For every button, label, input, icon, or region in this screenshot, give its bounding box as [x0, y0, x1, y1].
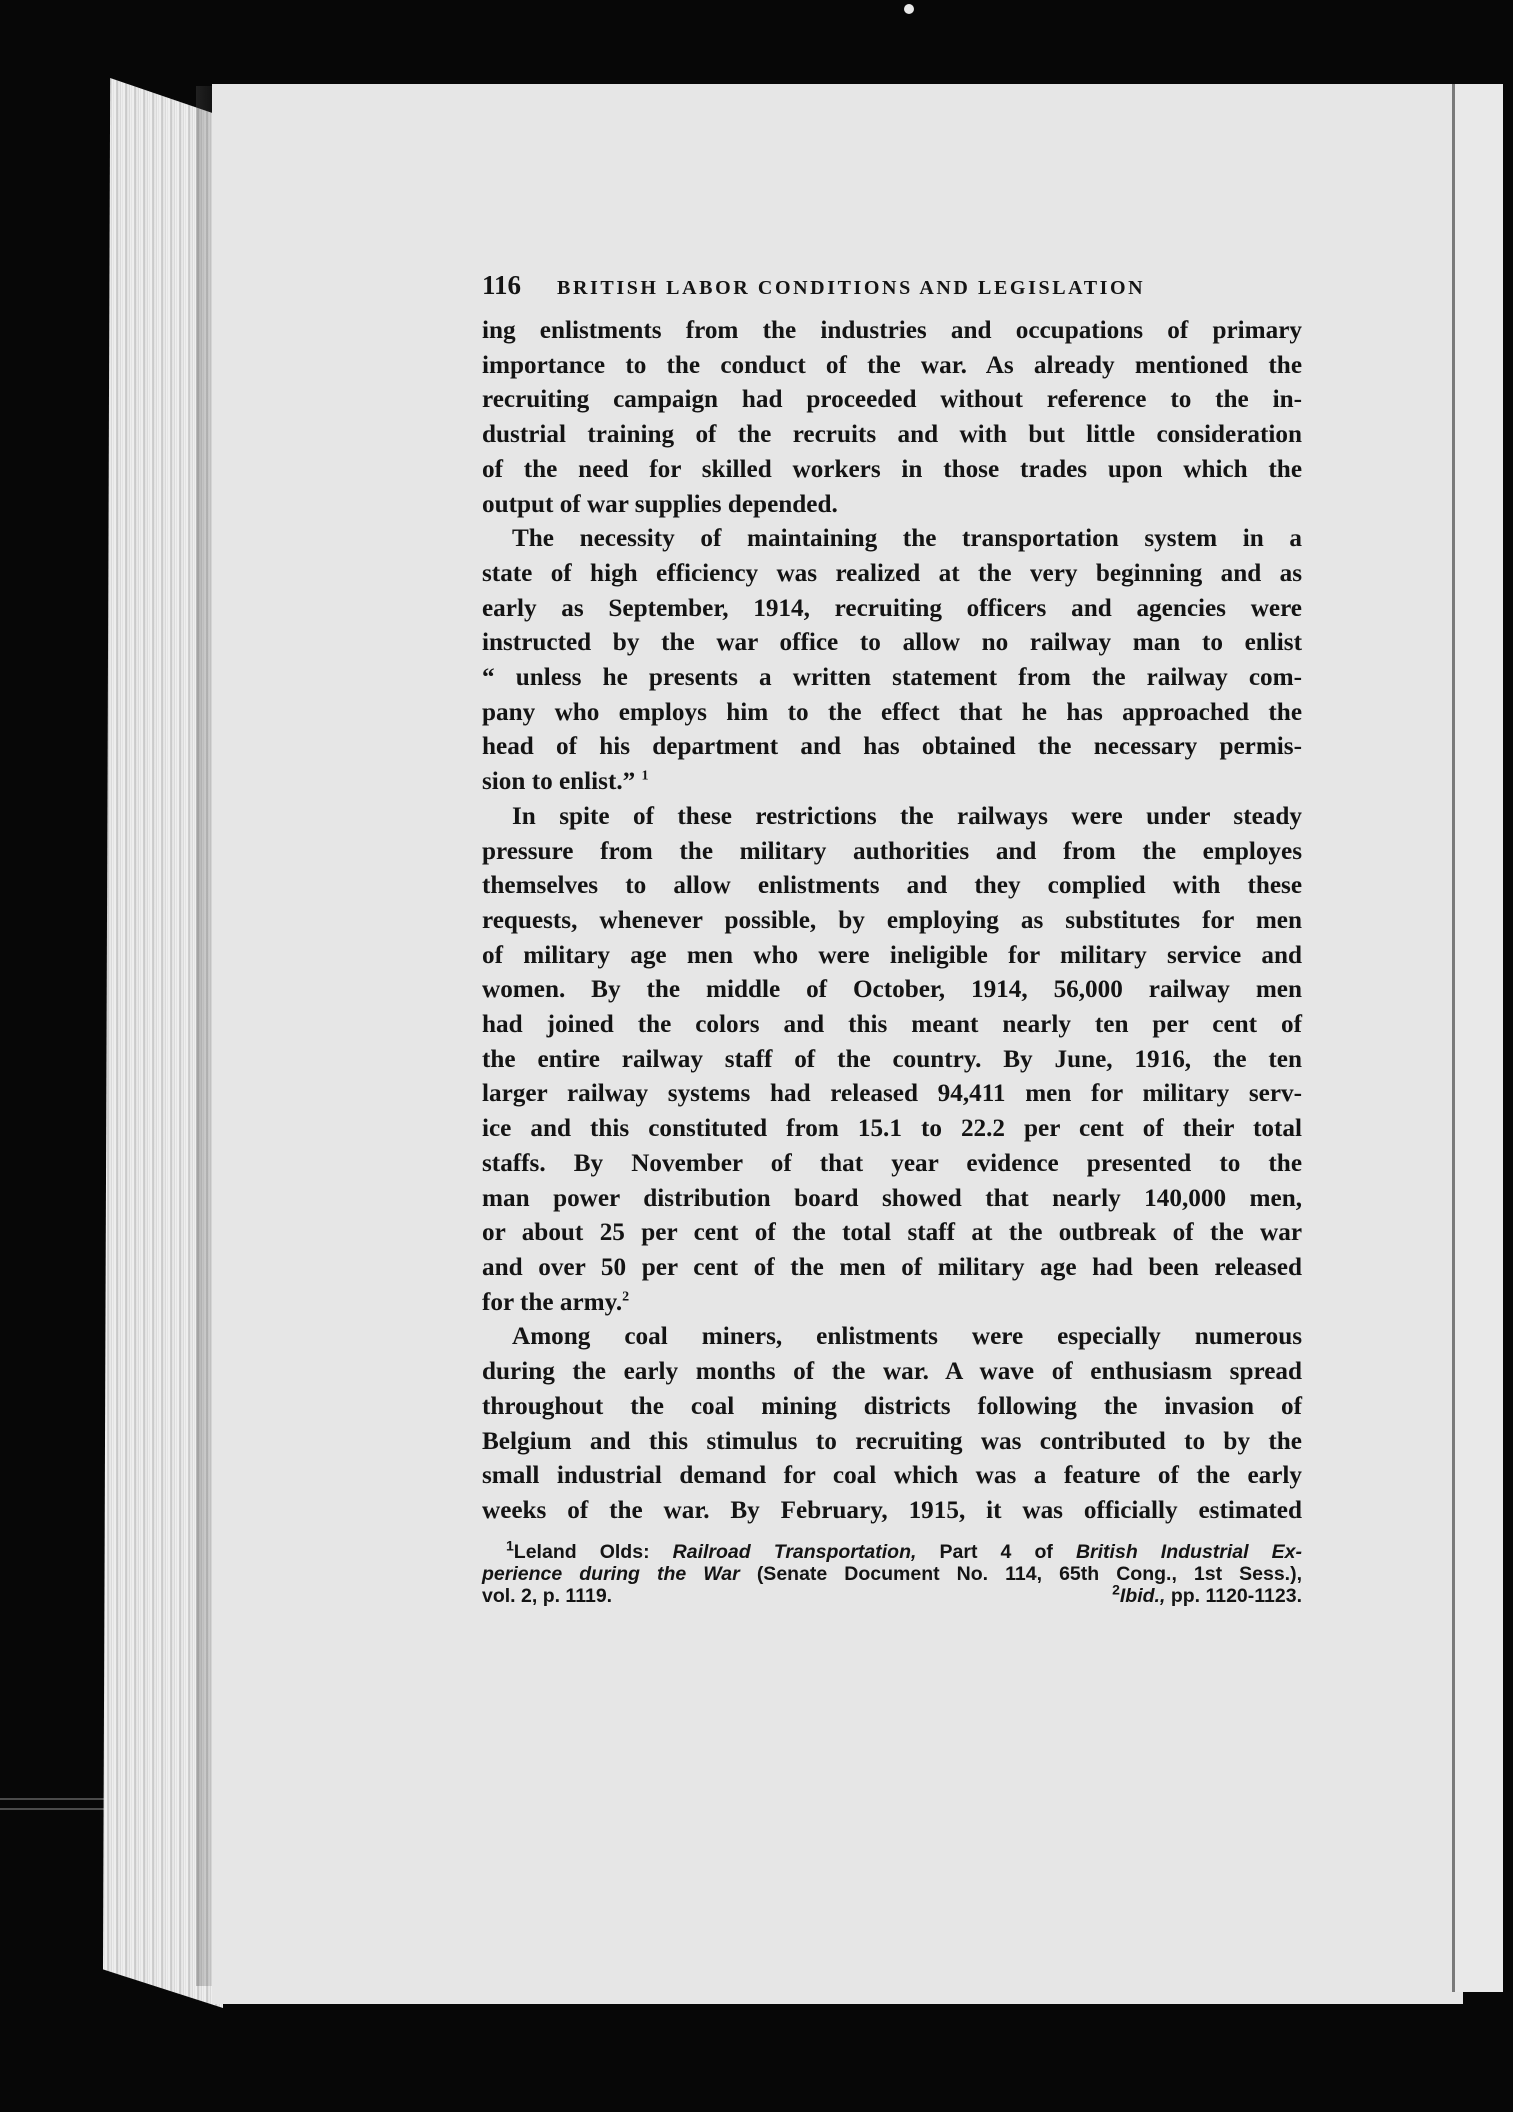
text-line: and over 50 per cent of the men of military age had been released [482, 1253, 1302, 1281]
text-line: during the early months of the war. A wave of enthusiasm spread [482, 1358, 1302, 1386]
footnote-reference: 2 [622, 1289, 630, 1305]
page-header [482, 270, 1302, 310]
footnote-series: perience during the War [482, 1562, 740, 1585]
text-line: instructed by the war office to allow no railway man to enlist [482, 629, 1302, 657]
footnote-1-line-2 [482, 1563, 1302, 1585]
text-line: output of war supplies depended. [482, 490, 838, 518]
text-line: larger railway systems had released 94,411 men for military serv- [482, 1080, 1302, 1108]
footnote-last-line [482, 1581, 1302, 1607]
footnotes [482, 1537, 1303, 1607]
text-line: themselves to allow enlistments and they complied with these [482, 872, 1302, 900]
footnote-reference: 1 [641, 768, 649, 784]
text-line: of the need for skilled workers in those trades upon which the [482, 455, 1302, 483]
text-line: man power distribution board showed that nearly 140,000 men, [482, 1184, 1302, 1212]
footnote-series: British Industrial Ex- [1075, 1540, 1302, 1563]
text-line: requests, whenever possible, by employing as substitutes for men [482, 906, 1302, 934]
text-line: Among coal miners, enlistments were especially numerous [512, 1323, 1302, 1351]
running-head: BRITISH LABOR CONDITIONS AND LEGISLATION [557, 277, 1146, 299]
text-line: weeks of the war. By February, 1915, it was officially estimated [482, 1496, 1302, 1524]
text-line: ing enlistments from the industries and occupations of primary [482, 317, 1302, 344]
text-line: recruiting campaign had proceeded without reference to the in- [482, 386, 1302, 414]
text-line-content: for the army. [482, 1288, 623, 1316]
footnote-text: (Senate Document No. 114, 65th Cong., 1st Sess.), [756, 1562, 1303, 1585]
text-line: the entire railway staff of the country. By June, 1916, the ten [482, 1045, 1302, 1073]
footnote-text: Part 4 of [939, 1540, 1053, 1563]
footnote-text: vol. 2, p. 1119. [482, 1584, 613, 1607]
footnote-author: Leland Olds: [513, 1540, 650, 1563]
text-line: of military age men who were ineligible for military service and [482, 941, 1302, 969]
text-line [482, 1286, 1302, 1321]
text-line: state of high efficiency was realized at the very beginning and as [482, 559, 1302, 587]
text-line: small industrial demand for coal which was a feature of the early [482, 1462, 1302, 1490]
text-line: pressure from the military authorities and from the employes [482, 837, 1302, 865]
text-line: The necessity of maintaining the transportation system in a [512, 525, 1302, 553]
scan-artifact-line [0, 1798, 110, 1800]
footnote-ibid: Ibid., [1119, 1584, 1166, 1607]
facing-page-edge [1452, 84, 1503, 1992]
text-line: or about 25 per cent of the total staff at the outbreak of the war [482, 1219, 1302, 1247]
text-line [482, 765, 1302, 800]
text-line: staffs. By November of that year evidence presented to the [482, 1149, 1302, 1177]
text-line: throughout the coal mining districts following the invasion of [482, 1392, 1302, 1420]
text-line: head of his department and has obtained the necessary permis- [482, 733, 1302, 761]
text-line: ice and this constituted from 15.1 to 22.2 per cent of their total [482, 1115, 1302, 1143]
text-line: early as September, 1914, recruiting officers and agencies were [482, 594, 1302, 622]
footnote-marker: 1 [506, 1537, 514, 1554]
footnote-pages: pp. 1120-1123. [1170, 1584, 1302, 1607]
text-line: women. By the middle of October, 1914, 56,000 railway men [482, 976, 1302, 1004]
paragraph [482, 1320, 1302, 1528]
text-line: dustrial training of the recruits and with but little consideration [482, 421, 1302, 449]
footnote-marker: 2 [1112, 1581, 1120, 1598]
paragraph [482, 800, 1302, 1321]
text-line: In spite of these restrictions the railways were under steady [512, 802, 1302, 830]
paragraph [482, 522, 1302, 800]
footnote-2 [1112, 1581, 1302, 1607]
text-line: Belgium and this stimulus to recruiting was contributed to by the [482, 1427, 1302, 1455]
text-line-content: sion to enlist.” [482, 768, 636, 796]
page-text [482, 270, 1302, 1607]
text-line: pany who employs him to the effect that he has approached the [482, 698, 1302, 726]
text-line: “ unless he presents a written statement from the railway com- [482, 664, 1302, 692]
scan-speck [904, 4, 914, 14]
page-number: 116 [482, 270, 522, 300]
paragraph [482, 314, 1302, 522]
text-line: importance to the conduct of the war. As already mentioned the [482, 351, 1302, 379]
scan-artifact-line [0, 1808, 110, 1810]
text-line: had joined the colors and this meant nearly ten per cent of [482, 1011, 1302, 1039]
footnote-1-line-1 [482, 1537, 1302, 1563]
footnote-title: Railroad Transportation, [672, 1540, 917, 1563]
